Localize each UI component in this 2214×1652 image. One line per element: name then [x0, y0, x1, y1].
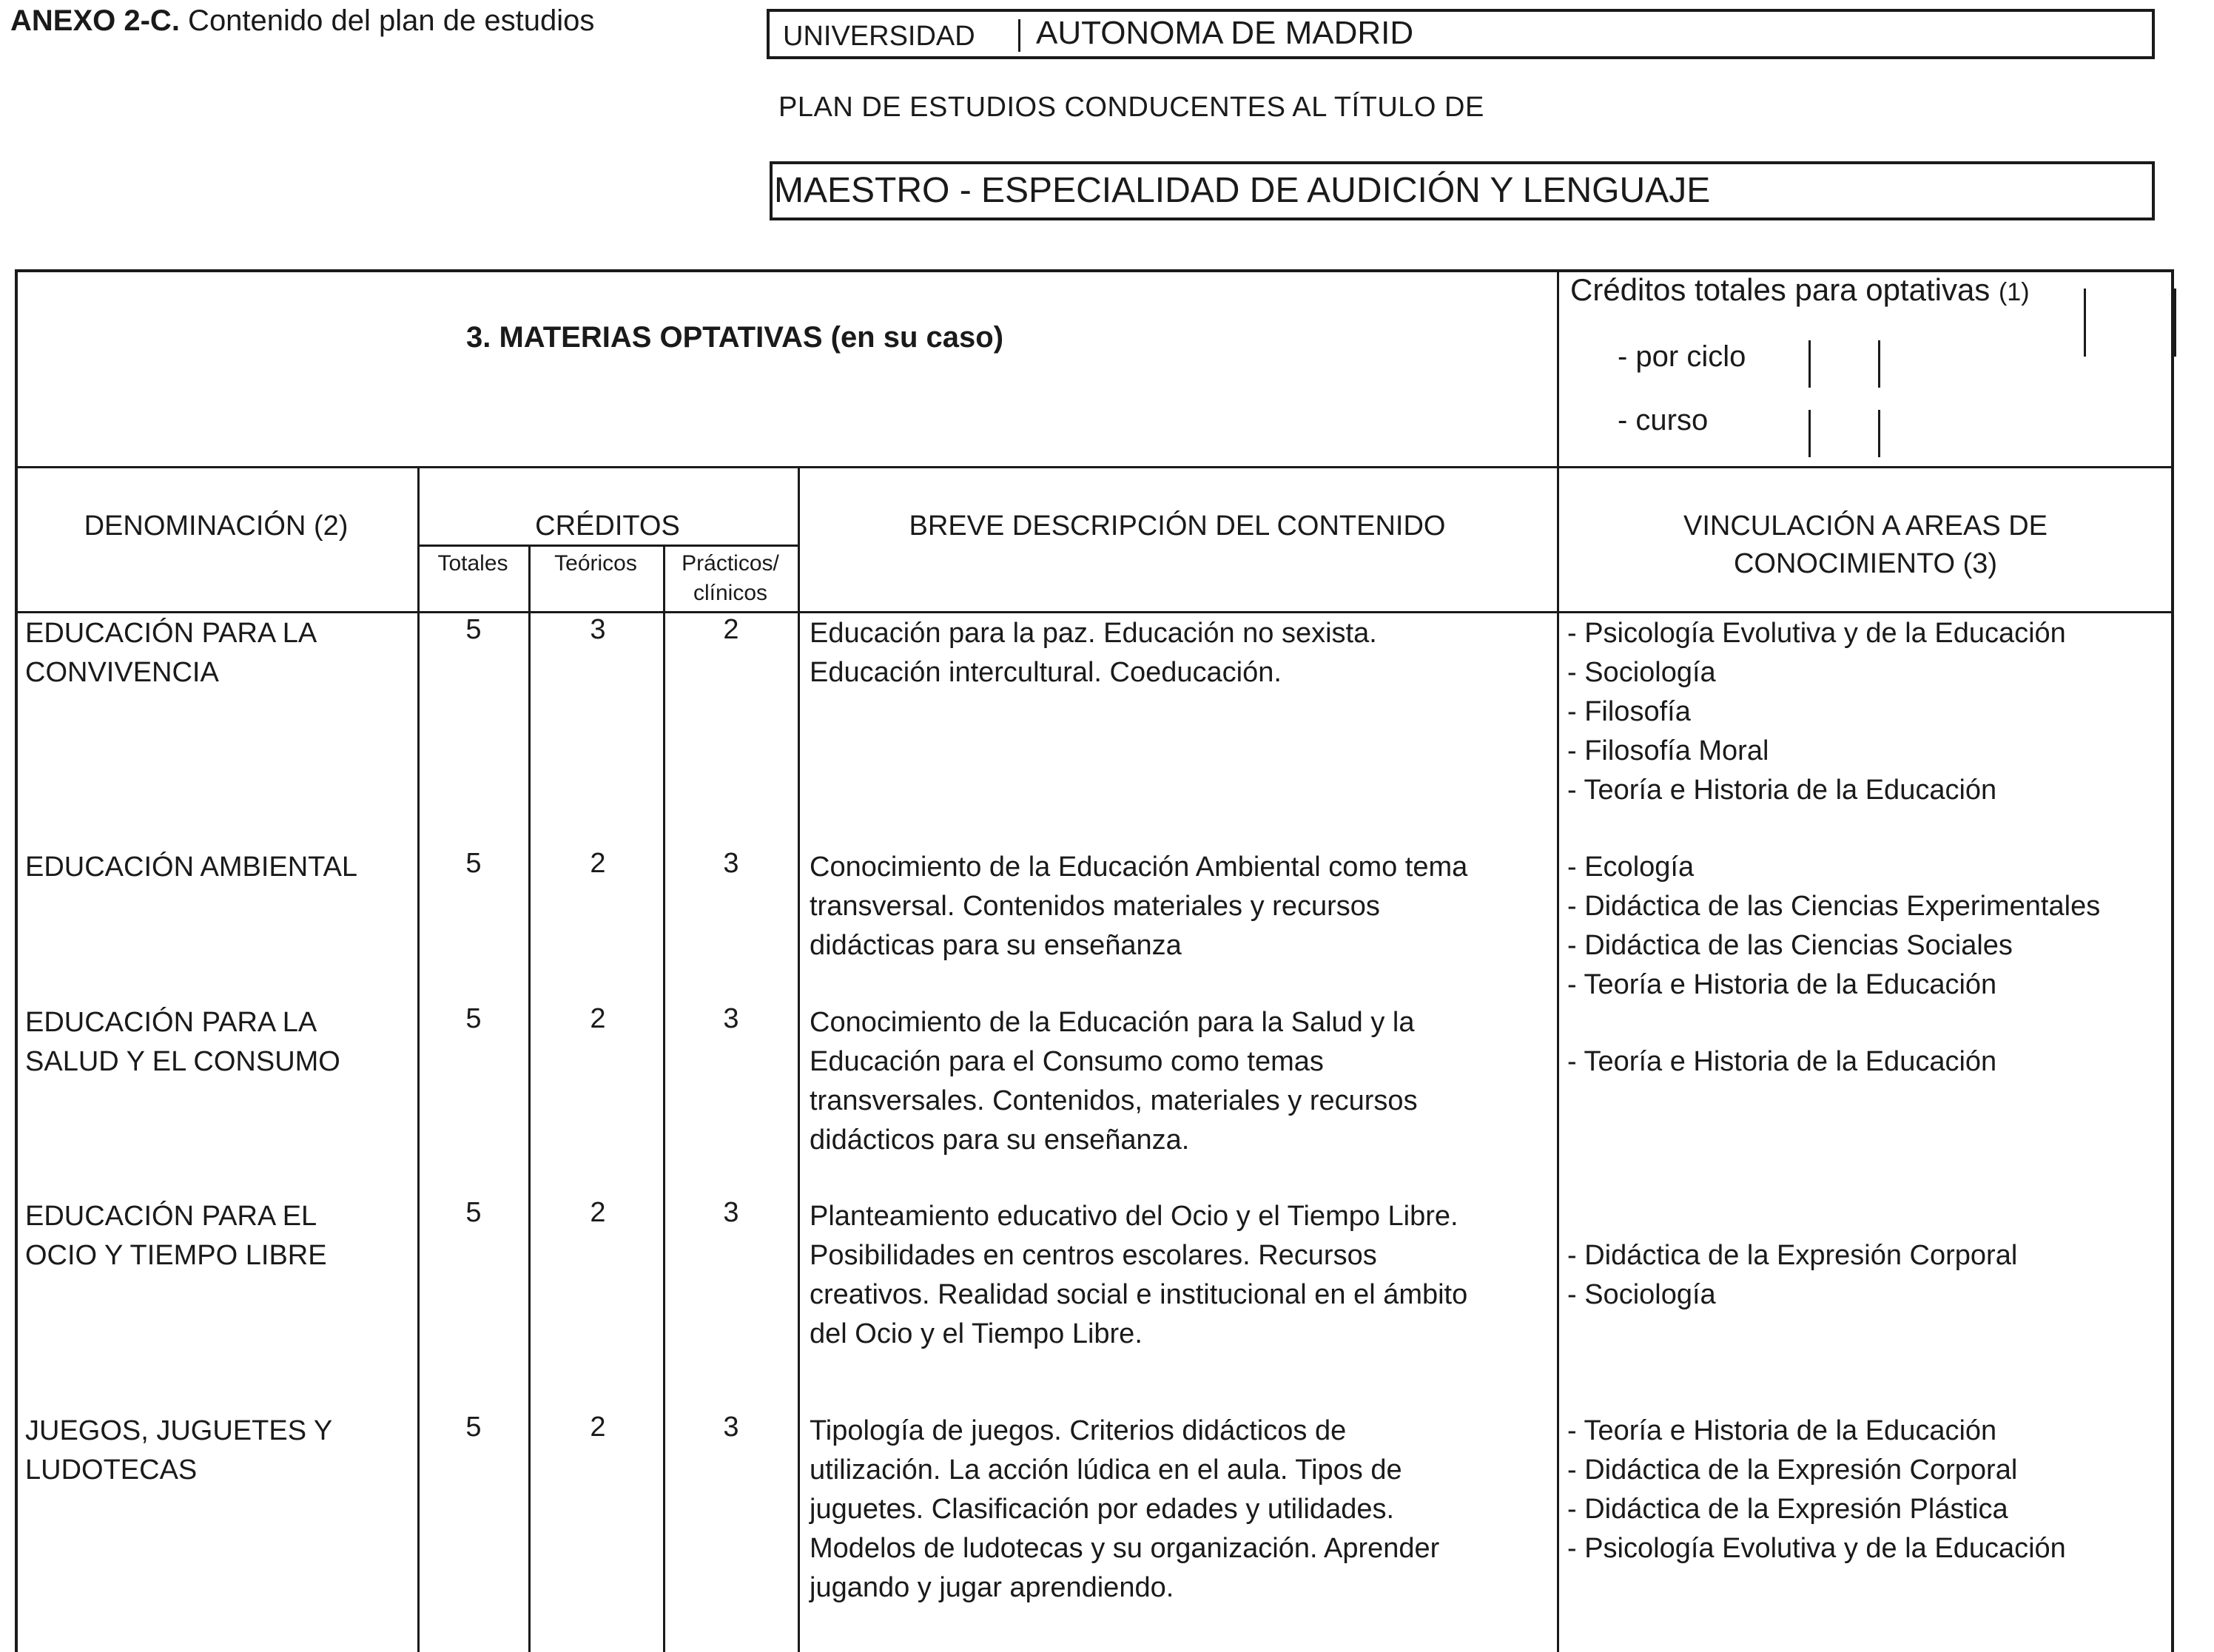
- subject-name-line: EDUCACIÓN PARA LA: [25, 618, 317, 649]
- knowledge-area-item: - Filosofía: [1567, 696, 1691, 727]
- knowledge-area-item: - Psicología Evolutiva y de la Educación: [1567, 1533, 2066, 1564]
- university-box: [767, 9, 2155, 59]
- header-description: BREVE DESCRIPCIÓN DEL CONTENIDO: [909, 510, 1446, 542]
- description-line: Modelos de ludotecas y su organización. Aprender: [810, 1533, 1440, 1564]
- knowledge-area-item: - Teoría e Historia de la Educación: [1567, 969, 1997, 1000]
- credits-total-value: 5: [465, 1003, 482, 1034]
- knowledge-area-item: - Filosofía Moral: [1567, 735, 1769, 766]
- description-line: transversales. Contenidos, materiales y recursos: [810, 1085, 1418, 1116]
- knowledge-area-item: - Didáctica de la Expresión Corporal: [1567, 1454, 2018, 1486]
- degree-title-box: [770, 161, 2155, 220]
- subject-name-line: CONVIVENCIA: [25, 657, 219, 688]
- description-line: Planteamiento educativo del Ocio y el Tiempo Libre.: [810, 1201, 1458, 1232]
- header-theoretical: Teóricos: [554, 551, 637, 576]
- knowledge-area-item: - Didáctica de las Ciencias Sociales: [1567, 930, 2013, 961]
- credits-box-mark: [2174, 289, 2176, 357]
- knowledge-area-item: - Sociología: [1567, 1279, 1716, 1310]
- credits-theory-value: 3: [590, 614, 606, 645]
- header-denomination: DENOMINACIÓN (2): [84, 510, 349, 542]
- annex-description: Contenido del plan de estudios: [179, 4, 595, 37]
- description-line: jugando y jugar aprendiendo.: [810, 1572, 1174, 1603]
- header-areas-line-1: VINCULACIÓN A AREAS DE: [1683, 510, 2048, 542]
- annex-label: ANEXO 2-C.: [10, 4, 180, 37]
- cycle-box-mark: [1878, 340, 1880, 388]
- header-areas: [1557, 510, 2174, 580]
- annex-heading: [10, 4, 594, 38]
- description-line: utilización. La acción lúdica en el aula. Tipos de: [810, 1454, 1402, 1486]
- subject-name-line: EDUCACIÓN PARA LA: [25, 1007, 317, 1038]
- description-line: Conocimiento de la Educación para la Salud y la: [810, 1007, 1415, 1038]
- university-separator: [1018, 19, 1020, 52]
- header-practical-line-1: Prácticos/: [682, 551, 779, 576]
- description-line: didácticos para su enseñanza.: [810, 1125, 1190, 1156]
- subject-name-line: EDUCACIÓN PARA EL: [25, 1201, 317, 1232]
- credits-theory-value: 2: [590, 1412, 606, 1443]
- credits-total-value: 5: [465, 614, 482, 645]
- description-line: Tipología de juegos. Criterios didácticos de: [810, 1415, 1347, 1446]
- credits-theory-value: 2: [590, 848, 606, 879]
- subject-name-line: EDUCACIÓN AMBIENTAL: [25, 852, 358, 883]
- knowledge-area-item: - Didáctica de la Expresión Plástica: [1567, 1494, 2008, 1525]
- header-practical: [663, 549, 798, 608]
- course-box-mark: [1878, 410, 1880, 457]
- subject-name-line: OCIO Y TIEMPO LIBRE: [25, 1240, 327, 1271]
- cycle-box-mark: [1808, 340, 1811, 388]
- knowledge-area-item: - Psicología Evolutiva y de la Educación: [1567, 618, 2066, 649]
- per-course-label: - curso: [1618, 404, 1709, 436]
- vline-totals: [528, 545, 531, 1652]
- hline-section-bottom: [15, 466, 2174, 468]
- credits-practice-value: 3: [723, 1412, 739, 1443]
- knowledge-area-item: - Teoría e Historia de la Educación: [1567, 775, 1997, 806]
- credits-theory-value: 2: [590, 1003, 606, 1034]
- subject-name-line: JUEGOS, JUGUETES Y: [25, 1415, 333, 1446]
- optional-credits-total: [1570, 272, 2030, 308]
- section-title: 3. MATERIAS OPTATIVAS (en su caso): [466, 321, 1004, 354]
- description-line: creativos. Realidad social e institucional en el ámbito: [810, 1279, 1468, 1310]
- subject-name-line: LUDOTECAS: [25, 1454, 198, 1486]
- course-box-mark: [1808, 410, 1811, 457]
- vline-theory: [663, 545, 665, 1652]
- vline-description: [798, 466, 800, 1652]
- per-cycle-label: - por ciclo: [1618, 340, 1746, 373]
- credits-theory-value: 2: [590, 1197, 606, 1228]
- credits-total-value: 5: [465, 1197, 482, 1228]
- vline-areas: [1557, 269, 1559, 1652]
- credits-practice-value: 3: [723, 1003, 739, 1034]
- header-credits: CRÉDITOS: [535, 510, 680, 542]
- description-line: transversal. Contenidos materiales y recursos: [810, 891, 1380, 922]
- university-label: UNIVERSIDAD: [783, 21, 975, 52]
- degree-title: MAESTRO - ESPECIALIDAD DE AUDICIÓN Y LENGUAJE: [774, 171, 1711, 210]
- hline-credits-sub: [417, 545, 798, 547]
- optional-credits-label: Créditos totales para optativas: [1570, 272, 1991, 307]
- credits-total-value: 5: [465, 848, 482, 879]
- knowledge-area-item: - Didáctica de las Ciencias Experimentales: [1567, 891, 2101, 922]
- description-line: del Ocio y el Tiempo Libre.: [810, 1318, 1143, 1349]
- header-areas-line-2: CONOCIMIENTO (3): [1733, 548, 1998, 579]
- knowledge-area-item: - Didáctica de la Expresión Corporal: [1567, 1240, 2018, 1271]
- knowledge-area-item: - Teoría e Historia de la Educación: [1567, 1046, 1997, 1077]
- optional-credits-note: (1): [1998, 278, 2030, 306]
- description-line: Educación intercultural. Coeducación.: [810, 657, 1282, 688]
- header-practical-line-2: clínicos: [693, 581, 768, 605]
- university-name: AUTONOMA DE MADRID: [1036, 15, 1414, 51]
- header-totals: Totales: [437, 551, 508, 576]
- plan-line: PLAN DE ESTUDIOS CONDUCENTES AL TÍTULO DE: [778, 92, 1484, 123]
- knowledge-area-item: - Ecología: [1567, 852, 1695, 883]
- knowledge-area-item: - Teoría e Historia de la Educación: [1567, 1415, 1997, 1446]
- hline-header-bottom: [15, 611, 2174, 613]
- credits-total-value: 5: [465, 1412, 482, 1443]
- description-line: Posibilidades en centros escolares. Recursos: [810, 1240, 1377, 1271]
- description-line: Educación para el Consumo como temas: [810, 1046, 1324, 1077]
- description-line: Conocimiento de la Educación Ambiental como tema: [810, 852, 1468, 883]
- credits-box-mark: [2084, 289, 2086, 357]
- credits-practice-value: 3: [723, 1197, 739, 1228]
- knowledge-area-item: - Sociología: [1567, 657, 1716, 688]
- vline-denomination: [417, 466, 420, 1652]
- credits-practice-value: 3: [723, 848, 739, 879]
- description-line: juguetes. Clasificación por edades y utilidades.: [810, 1494, 1395, 1525]
- credits-practice-value: 2: [723, 614, 739, 645]
- subject-name-line: SALUD Y EL CONSUMO: [25, 1046, 340, 1077]
- description-line: Educación para la paz. Educación no sexista.: [810, 618, 1377, 649]
- description-line: didácticas para su enseñanza: [810, 930, 1182, 961]
